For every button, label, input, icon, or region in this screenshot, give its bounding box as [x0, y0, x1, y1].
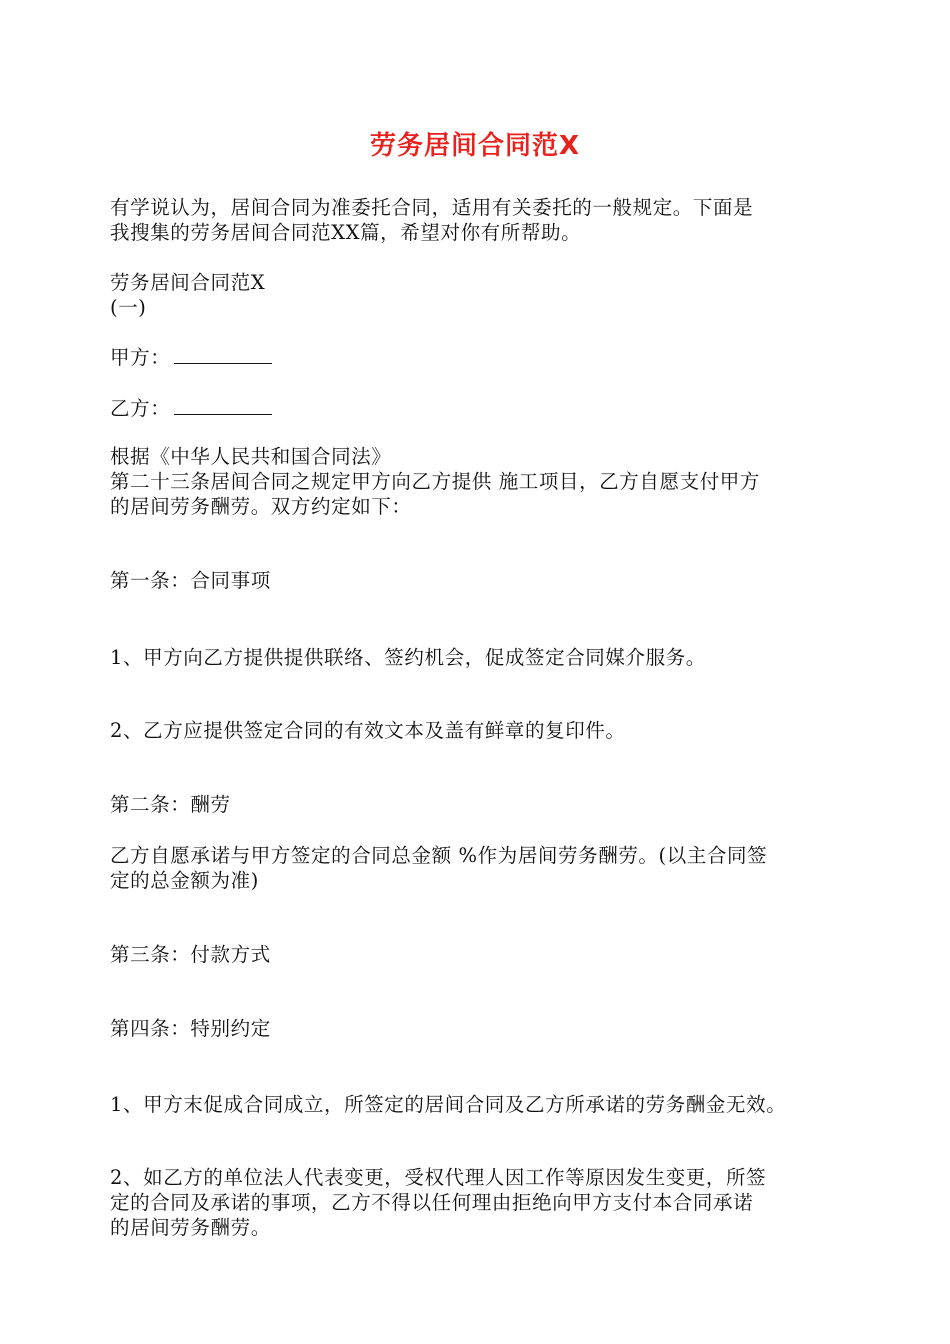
- article2-title: 第二条：酬劳: [110, 793, 231, 816]
- article1-item2: 2、乙方应提供签定合同的有效文本及盖有鲜章的复印件。: [110, 719, 626, 742]
- basis-line-3: 的居间劳务酬劳。双方约定如下：: [110, 495, 412, 518]
- party-a-blank: [174, 347, 272, 364]
- article1-title: 第一条：合同事项: [110, 569, 271, 592]
- basis-line-1: 根据《中华人民共和国合同法》: [110, 445, 392, 468]
- subtitle: 劳务居间合同范X: [110, 271, 266, 294]
- intro-line-1: 有学说认为，居间合同为准委托合同，适用有关委托的一般规定。下面是: [110, 196, 754, 219]
- article2-line-2: 定的总金额为准): [110, 869, 259, 892]
- party-b-blank: [174, 398, 272, 415]
- article4-item2-line-2: 定的合同及承诺的事项，乙方不得以任何理由拒绝向甲方支付本合同承诺: [110, 1191, 754, 1214]
- article2-line-1: 乙方自愿承诺与甲方签定的合同总金额 %作为居间劳务酬劳。(以主合同签: [110, 844, 768, 867]
- intro-line-2: 我搜集的劳务居间合同范XX篇，希望对你有所帮助。: [110, 221, 582, 244]
- party-b-line: [110, 396, 850, 421]
- document-title: 劳务居间合同范X: [369, 131, 581, 161]
- basis-line-2: 第二十三条居间合同之规定甲方向乙方提供 施工项目，乙方自愿支付甲方: [110, 470, 760, 493]
- article1-item1: 1、甲方向乙方提供提供联络、签约机会，促成签定合同媒介服务。: [110, 646, 706, 669]
- section-number: (一): [110, 296, 147, 319]
- party-b-label: 乙方：: [110, 397, 171, 420]
- article4-title: 第四条：特别约定: [110, 1017, 271, 1040]
- article4-item2-line-1: 2、如乙方的单位法人代表变更，受权代理人因工作等原因发生变更，所签: [110, 1166, 767, 1189]
- article4-item2-line-3: 的居间劳务酬劳。: [110, 1216, 271, 1239]
- party-a-label: 甲方：: [110, 346, 171, 369]
- article4-item1: 1、甲方末促成合同成立，所签定的居间合同及乙方所承诺的劳务酬金无效。: [110, 1093, 787, 1116]
- party-a-line: [110, 345, 850, 370]
- article3-title: 第三条：付款方式: [110, 943, 271, 966]
